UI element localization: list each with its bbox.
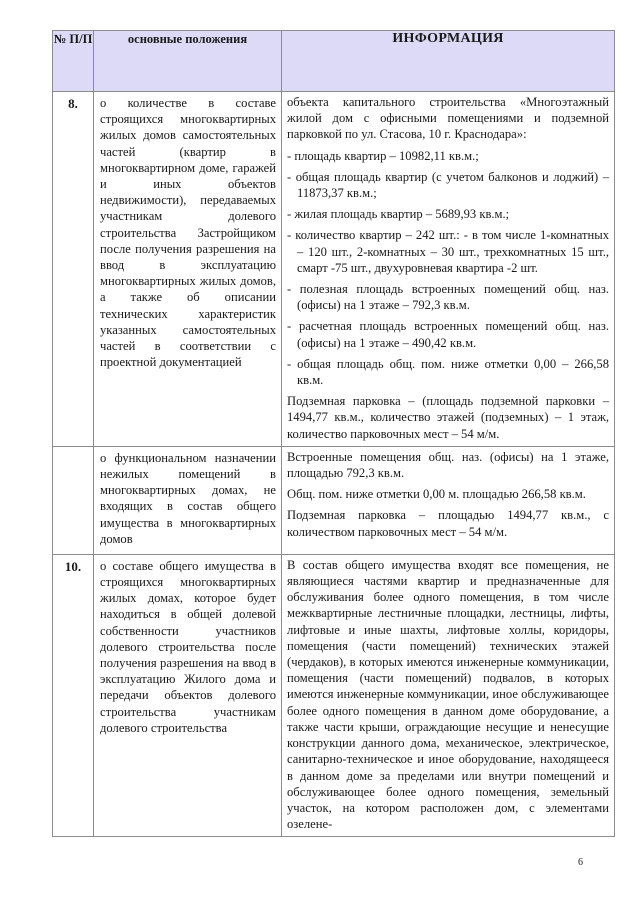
info-paragraph: - расчетная площадь встроенных помещений общ. наз. (офисы) на 1 этаже – 490,42 кв.м. <box>287 319 609 350</box>
info-paragraph: - жилая площадь квартир – 5689,93 кв.м.; <box>287 207 510 222</box>
table-row <box>53 554 615 836</box>
header-position: основные положения <box>94 31 282 92</box>
info-paragraph: - общая площадь квартир (с учетом балконов и лоджий) – 11873,37 кв.м.; <box>287 169 609 201</box>
info-paragraph: Встроенные помещения общ. наз. (офисы) на 1 этаже, площадью 792,3 кв.м. <box>287 449 609 481</box>
info-paragraph: Общ. пом. ниже отметки 0,00 м. площадью 266,58 кв.м. <box>287 487 586 502</box>
info-paragraph: - площадь квартир – 10982,11 кв.м.; <box>287 148 479 163</box>
page-number: 6 <box>578 857 583 868</box>
info-paragraph: - полезная площадь встроенных помещений общ. наз. (офисы) на 1 этаже – 792,3 кв.м. <box>287 282 609 313</box>
row-position: о количестве в составе строящихся многоквартирных жилых домов самостоятельных частей (квартир в многоквартирном доме, гаражей и иных объектов недвижимости), передаваемых участникам долевого строительства Застройщиком после получения разрешения на ввод в эксплуатацию многоквартирных жилых домов, а также об описании технических характеристик указанных самостоятельных частей в соответствии с проектной документацией <box>94 92 282 447</box>
info-paragraph: объекта капитального строительства «Многоэтажный жилой дом с офисными помещениями и подземной парковкой по ул. Стасова, 10 г. Краснодара»: <box>287 95 609 142</box>
info-paragraph: - общая площадь общ. пом. ниже отметки 0,00 – 266,58 кв.м. <box>287 356 609 388</box>
info-paragraph: В состав общего имущества входят все помещения, не являющиеся частями квартир и предназначенные для обслуживания более одного помещения, в том числе межквартирные лестничные площадки, лестницы, лифты, лифтовые и иные шахты, лифтовые холлы, коридоры, помещения (части помещений) технических этажей (чердаков), в которых имеются инженерные коммуникации, помещения (части помещений) подвалов, в которых имеются инженерные коммуникации, иное обслуживающее более одного помещения в данном доме оборудование, а также части крыши, ограждающие несущие и ненесущие конструкции данного дома, механическое, электрическое, санитарно-техническое и иное оборудование, находящееся в данном доме за пределами или внутри помещений и обслуживающее более одного помещения, земельный участок, на котором расположен дом, с элементами озелене- <box>287 557 609 832</box>
row-number: 8. <box>53 92 94 447</box>
table-row <box>53 446 615 554</box>
table-header-row <box>53 31 615 92</box>
info-paragraph: - количество квартир – 242 шт.: - в том числе 1-комнатных – 120 шт., 2-комнатных – 30 шт., трехкомнатных 15 шт., смарт -75 шт., двухуровневая квартира -2 шт. <box>287 228 609 275</box>
info-table <box>52 30 615 837</box>
row-info <box>282 92 615 447</box>
row-info <box>282 554 615 836</box>
row-number: 10. <box>53 554 94 836</box>
row-position: о составе общего имущества в строящихся многоквартирных жилых домах, которое будет находиться в общей долевой собственности участников долевого строительства после получения разрешения на ввод в эксплуатацию Жилого дома и передачи объектов долевого строительства участникам долевого строительства <box>94 554 282 836</box>
info-paragraph: Подземная парковка – (площадь подземной парковки – 1494,77 кв.м., количество этажей (подземных) – 1 этаж, количество парковочных мест – 54 м/м. <box>287 394 609 441</box>
row-number <box>53 446 94 554</box>
header-info: ИНФОРМАЦИЯ <box>282 31 615 92</box>
row-position: о функциональном назначении нежилых помещений в многоквартирных домах, не входящих в состав общего имущества в многоквартирных домов <box>94 446 282 554</box>
header-number: № П/П <box>53 31 94 92</box>
info-paragraph: Подземная парковка – площадью 1494,77 кв.м., с количеством парковочных мест – 54 м/м. <box>287 508 609 539</box>
row-info <box>282 446 615 554</box>
table-row <box>53 92 615 447</box>
